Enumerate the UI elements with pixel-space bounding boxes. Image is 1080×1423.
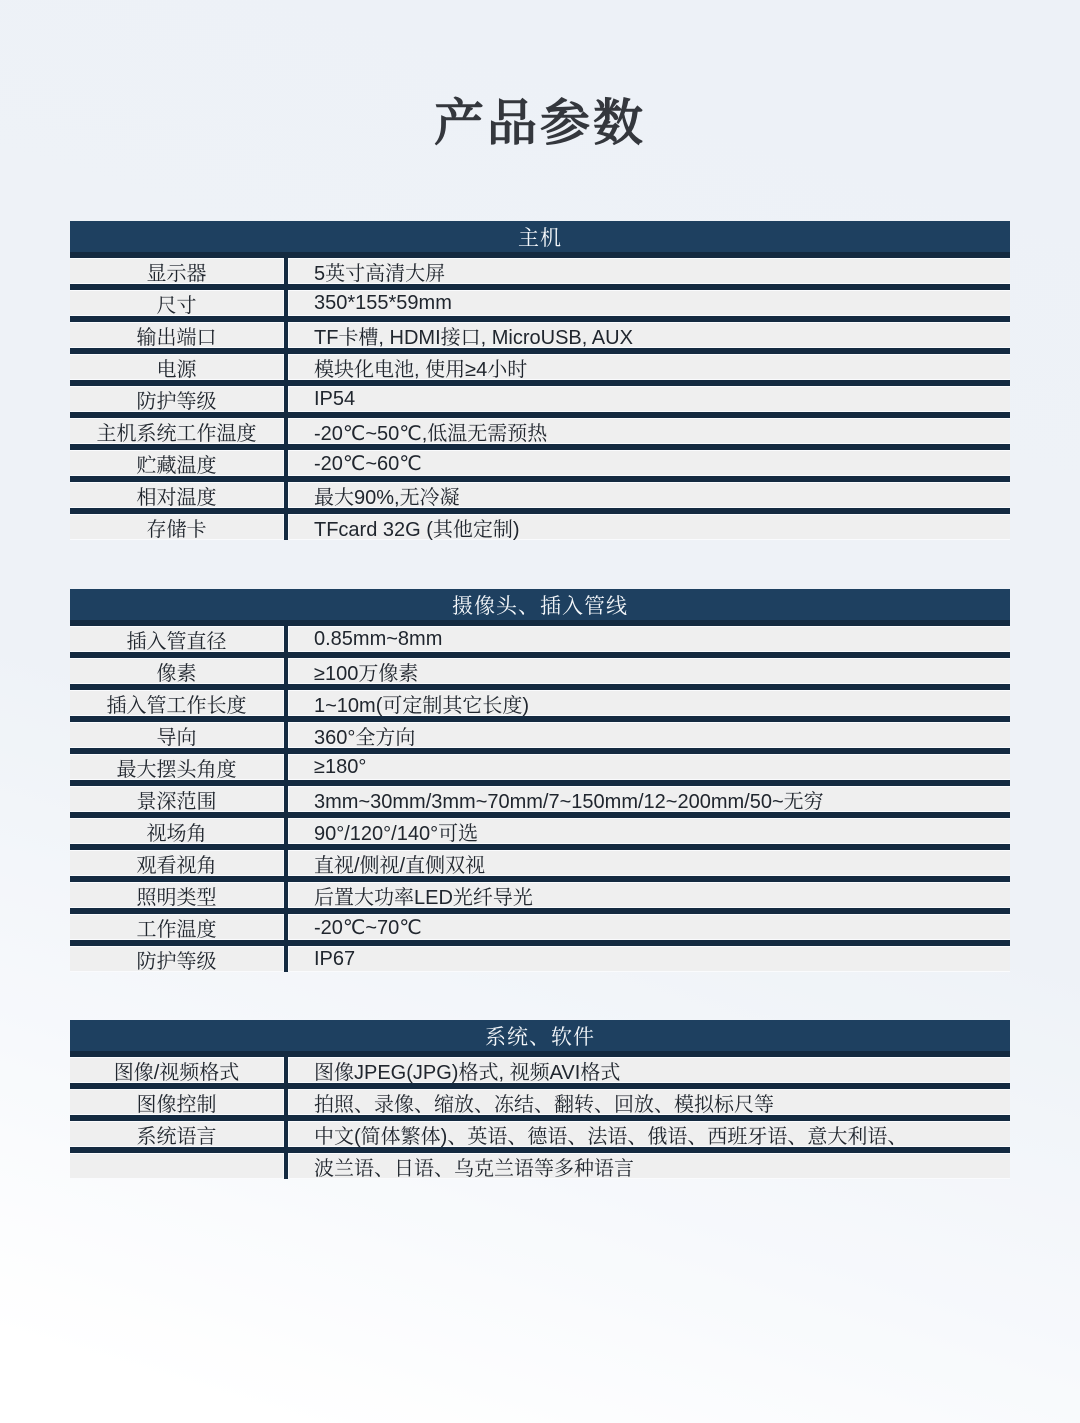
table-row (70, 444, 1010, 476)
table-row (70, 620, 1010, 652)
table-row (70, 1115, 1010, 1147)
table-header: 系统、软件 (70, 1020, 1010, 1051)
row-label: 景深范围 (136, 790, 217, 813)
row-value: 中文(简体繁体)、英语、德语、法语、俄语、西班牙语、意大利语、 (314, 1125, 908, 1148)
table-row (70, 652, 1010, 684)
table-row (70, 348, 1010, 380)
row-label (70, 1153, 283, 1179)
row-value: 模块化电池, 使用≥4小时 (314, 358, 528, 381)
row-value: 波兰语、日语、乌克兰语等多种语言 (314, 1157, 634, 1180)
table-row (70, 716, 1010, 748)
table-header: 主机 (70, 221, 1010, 252)
row-label: 照明类型 (136, 886, 217, 909)
table-row (70, 748, 1010, 780)
table-body (70, 252, 1010, 540)
row-value: ≥100万像素 (314, 662, 419, 685)
row-value: -20℃~60℃ (314, 452, 422, 475)
row-value: 90°/120°/140°可选 (314, 822, 479, 845)
table-row (70, 780, 1010, 812)
table-row (70, 1051, 1010, 1083)
row-label: 观看视角 (136, 854, 217, 877)
spec-table-system-software (70, 1020, 1010, 1179)
spec-table-host (70, 221, 1010, 540)
table-row (70, 940, 1010, 972)
row-label: 输出端口 (136, 326, 217, 349)
table-body (70, 620, 1010, 972)
row-value: 直视/侧视/直侧双视 (314, 854, 486, 877)
table-header: 摄像头、插入管线 (70, 589, 1010, 620)
row-label: 图像/视频格式 (113, 1061, 240, 1084)
table-row (70, 844, 1010, 876)
row-label: 最大摆头角度 (116, 758, 237, 781)
row-value: 最大90%,无冷凝 (314, 486, 460, 509)
row-label: 防护等级 (136, 390, 217, 413)
row-value: 350*155*59mm (314, 291, 452, 314)
row-label: 视场角 (146, 822, 207, 845)
table-row (70, 876, 1010, 908)
row-value: 3mm~30mm/3mm~70mm/7~150mm/12~200mm/50~无穷 (314, 790, 824, 813)
table-row (70, 380, 1010, 412)
row-value: 360°全方向 (314, 726, 416, 749)
table-row (70, 684, 1010, 716)
row-label: 相对温度 (136, 486, 217, 509)
row-value: ≥180° (314, 755, 367, 778)
row-value: IP67 (314, 947, 356, 970)
row-label: 插入管直径 (126, 630, 227, 653)
row-value: IP54 (314, 387, 356, 410)
spec-table-camera-tube (70, 589, 1010, 972)
table-row (70, 812, 1010, 844)
row-label: 导向 (156, 726, 197, 749)
row-value: 5英寸高清大屏 (314, 262, 446, 285)
row-value: TF卡槽, HDMI接口, MicroUSB, AUX (314, 326, 633, 349)
row-label: 图像控制 (136, 1093, 217, 1116)
row-value: 0.85mm~8mm (314, 627, 443, 650)
row-value: 图像JPEG(JPG)格式, 视频AVI格式 (314, 1061, 621, 1084)
row-label: 存储卡 (146, 518, 207, 541)
table-row (70, 908, 1010, 940)
table-row (70, 508, 1010, 540)
row-label: 显示器 (146, 262, 207, 285)
row-value: -20℃~70℃ (314, 916, 422, 939)
table-row (70, 1083, 1010, 1115)
table-row (70, 1147, 1010, 1179)
row-label: 防护等级 (136, 950, 217, 973)
page-title: 产品参数 (434, 95, 646, 151)
row-label: 电源 (156, 358, 197, 381)
table-row (70, 412, 1010, 444)
row-label: 插入管工作长度 (106, 694, 247, 717)
row-label: 像素 (156, 662, 197, 685)
row-label: 系统语言 (136, 1125, 217, 1148)
row-label: 工作温度 (136, 918, 217, 941)
table-row (70, 476, 1010, 508)
row-value: -20℃~50℃,低温无需预热 (314, 422, 548, 445)
table-body (70, 1051, 1010, 1179)
row-value: 拍照、录像、缩放、冻结、翻转、回放、模拟标尺等 (314, 1093, 774, 1116)
row-label: 主机系统工作温度 (96, 422, 257, 445)
row-value: 后置大功率LED光纤导光 (314, 886, 533, 909)
row-label: 尺寸 (156, 294, 197, 317)
table-row (70, 316, 1010, 348)
row-value: TFcard 32G (其他定制) (314, 518, 520, 541)
row-label: 贮藏温度 (136, 454, 217, 477)
table-row (70, 252, 1010, 284)
table-row (70, 284, 1010, 316)
row-value: 1~10m(可定制其它长度) (314, 694, 530, 717)
